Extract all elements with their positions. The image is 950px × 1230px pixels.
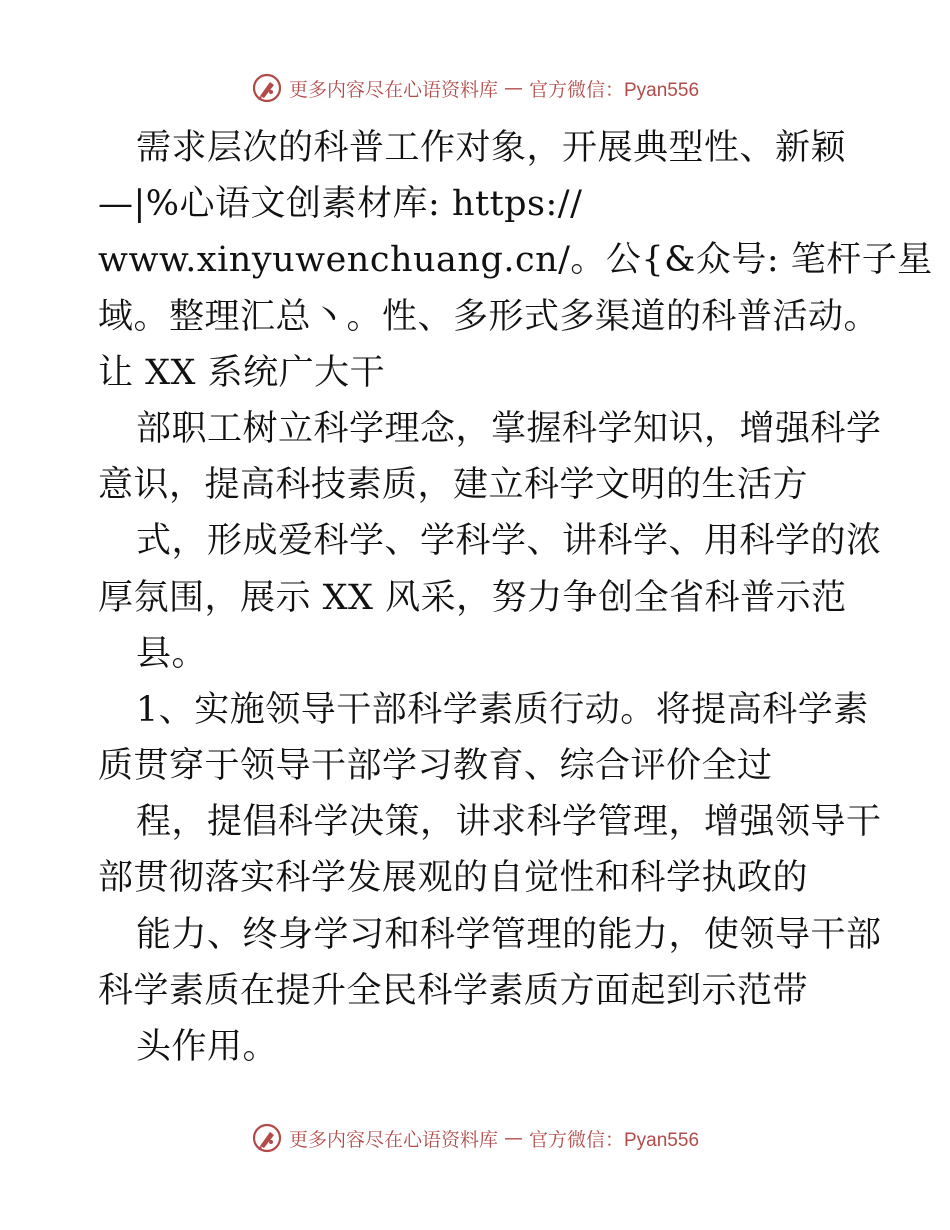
pen-nib-logo-icon (251, 1122, 283, 1154)
text-line (98, 513, 882, 569)
text-segment: 程，提倡科学决策，讲求科学管理，增强领导干 (136, 802, 882, 843)
watermark-dash: — (504, 77, 523, 99)
text-segment: www.xinyuwenchuang.cn/。公{&众号: 笔杆子星 (98, 240, 933, 281)
text-segment: 域。整理汇总丶。性、多形式多渠道的科普活动。 (98, 296, 880, 337)
text-segment: 意识，提高科技素质，建立科学文明的生活方 (98, 465, 809, 506)
watermark-text: 更多内容尽在心语资料库 (288, 78, 498, 101)
pen-nib-logo-icon (251, 72, 283, 104)
watermark-wechat: 官方微信：Pyan556 (529, 1129, 700, 1151)
text-segment: 让 XX 系统广大干 (98, 352, 386, 393)
text-segment: 能力、终身学习和科学管理的能力，使领导干部 (136, 914, 882, 955)
header-watermark (0, 72, 950, 104)
text-segment: 1、实施领导干部科学素质行动。将提高科学素 (136, 689, 869, 730)
text-segment: 需求层次的科普工作对象，开展典型性、新颖 (136, 128, 847, 168)
text-line (98, 457, 858, 513)
text-line (98, 176, 858, 232)
text-segment: 质贯穿于领导干部学习教育、综合评价全过 (98, 746, 773, 787)
text-line (98, 289, 880, 345)
footer-watermark (0, 1122, 950, 1154)
watermark-text: 更多内容尽在心语资料库 (288, 1128, 498, 1151)
text-segment: 部贯彻落实科学发展观的自觉性和科学执政的 (98, 858, 809, 899)
text-line (98, 738, 858, 794)
text-line (98, 1019, 858, 1075)
watermark-wechat: 官方微信：Pyan556 (529, 79, 700, 101)
document-body (98, 120, 933, 1075)
text-line (98, 401, 882, 457)
text-line (98, 907, 882, 963)
text-segment: 部职工树立科学理念，掌握科学知识，增强科学 (136, 408, 882, 449)
text-line (98, 626, 858, 682)
text-segment: 式，形成爱科学、学科学、讲科学、用科学的浓 (136, 521, 882, 562)
text-line (98, 682, 869, 738)
text-line (98, 345, 858, 401)
text-line (98, 794, 882, 850)
text-segment: 厚氛围，展示 XX 风采，努力争创全省科普示范 (98, 577, 847, 618)
watermark-dash: — (504, 1127, 523, 1149)
text-line (98, 120, 858, 176)
text-line (98, 232, 933, 288)
text-line (98, 963, 858, 1019)
text-line (98, 570, 858, 626)
text-segment: 科学素质在提升全民科学素质方面起到示范带 (98, 970, 809, 1011)
text-segment: 县。 (136, 633, 208, 674)
text-segment: —|%心语文创素材库: https:// (98, 184, 583, 225)
text-line (98, 850, 858, 906)
text-segment: 头作用。 (136, 1027, 279, 1067)
